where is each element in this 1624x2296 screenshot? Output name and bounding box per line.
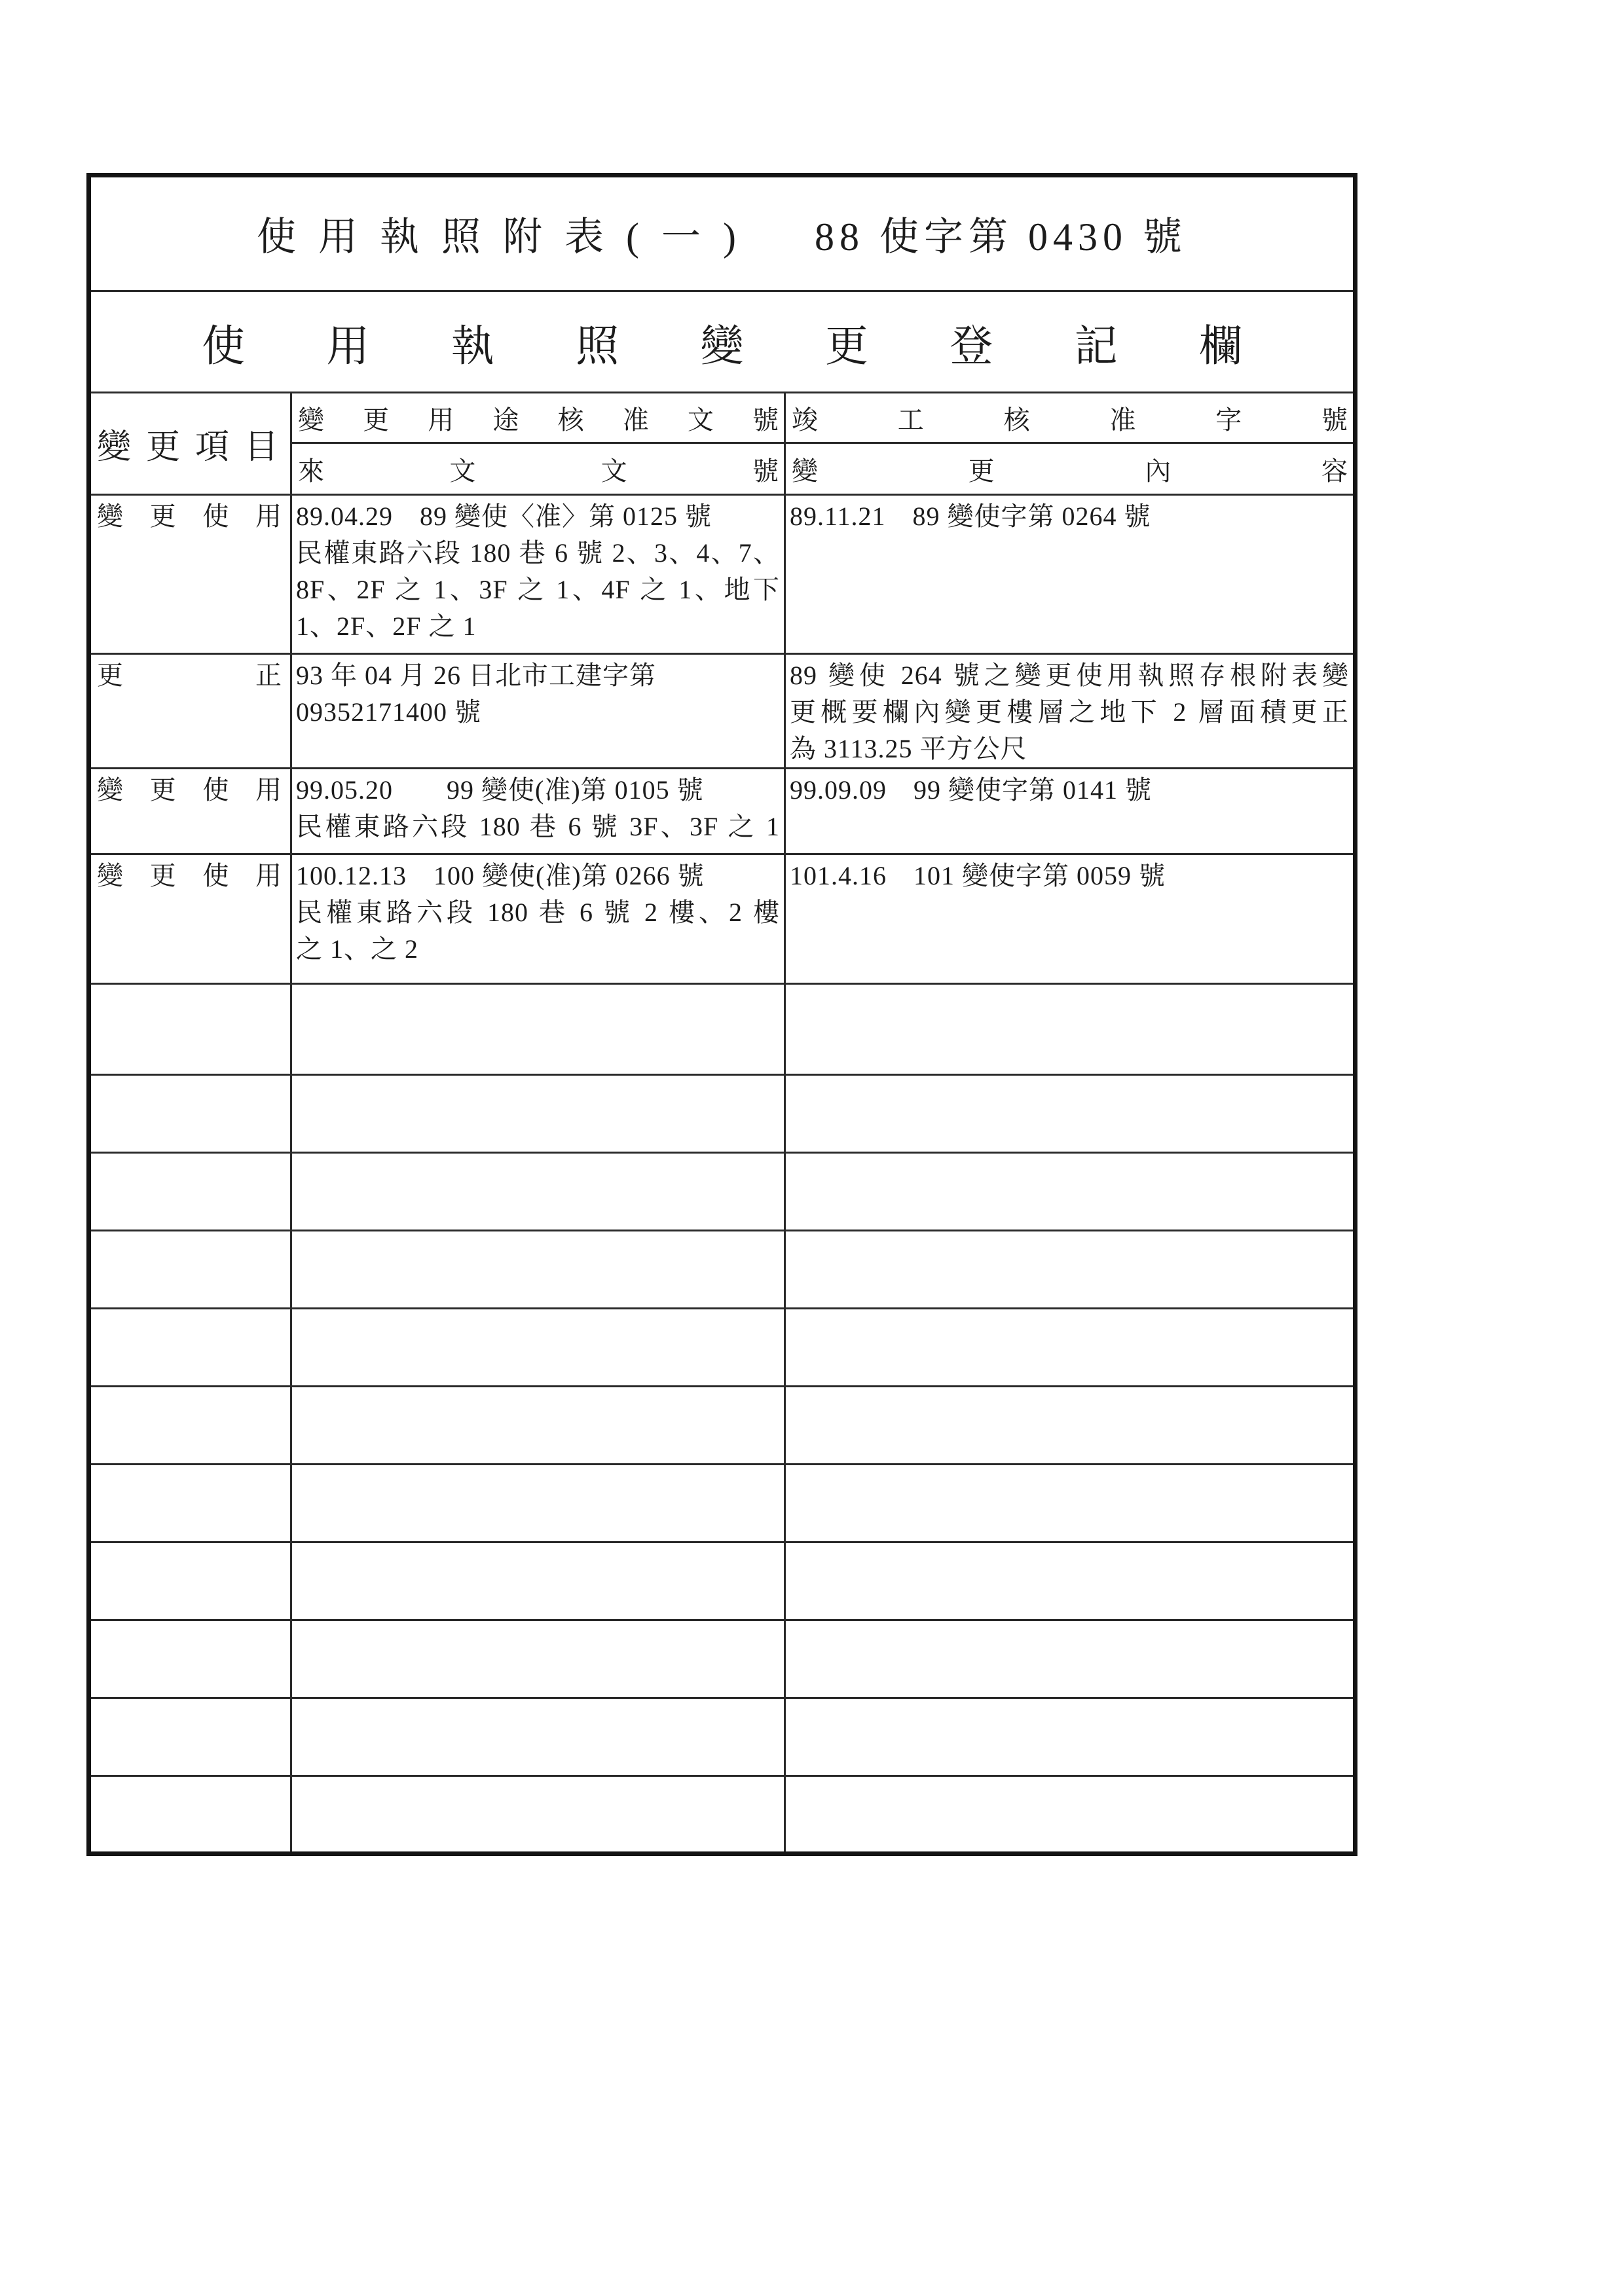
blank-row [89, 1465, 1356, 1542]
blank-row [89, 1776, 1356, 1854]
distributed-char: 更 [824, 322, 868, 371]
blank-cell [291, 1542, 785, 1620]
completion-line: 101.4.16 101 變使字第 0059 號 [790, 861, 1166, 890]
distributed-char: 更 [149, 501, 177, 531]
blank-cell [89, 1231, 291, 1309]
record-row [89, 654, 1356, 769]
blank-cell [785, 1387, 1356, 1465]
approval-cell [291, 854, 785, 984]
form-name: 使用執照附表(一) [257, 215, 758, 259]
blank-cell [785, 1620, 1356, 1698]
license-change-register-table [86, 173, 1357, 1856]
approval-line: 93 年 04 月 26 日北市工建字第 [296, 661, 656, 690]
distributed-char: 目 [244, 429, 278, 466]
blank-cell [89, 1620, 291, 1698]
distributed-char: 用 [428, 405, 454, 435]
blank-cell [785, 1465, 1356, 1542]
blank-cell [89, 1776, 291, 1854]
distributed-char: 准 [1109, 405, 1136, 435]
blank-row [89, 1542, 1356, 1620]
header-change-content [792, 450, 1348, 488]
distributed-char: 准 [622, 405, 649, 435]
approval-line: 100.12.13 100 變使(准)第 0266 號 [296, 861, 705, 890]
header-content-cell [785, 443, 1356, 495]
header-incoming-cell [291, 443, 785, 495]
blank-cell [291, 1776, 785, 1854]
blank-row [89, 1231, 1356, 1309]
distributed-char: 號 [752, 405, 779, 435]
distributed-char: 使 [202, 861, 230, 890]
completion-line: 89.11.21 89 變使字第 0264 號 [790, 501, 1151, 531]
header-approval-cell [291, 393, 785, 443]
distributed-char: 變 [792, 456, 818, 486]
blank-cell [89, 1465, 291, 1542]
distributed-char: 登 [950, 322, 993, 371]
change-item [97, 657, 282, 694]
completion-cell [785, 769, 1356, 854]
distributed-char: 記 [1074, 322, 1118, 371]
distributed-char: 竣 [792, 405, 818, 435]
distributed-char: 欄 [1199, 322, 1242, 371]
blank-cell [291, 1309, 785, 1387]
blank-cell [89, 1698, 291, 1776]
blank-row [89, 1075, 1356, 1153]
distributed-char: 來 [298, 456, 324, 486]
blank-cell [785, 984, 1356, 1075]
distributed-char: 更 [968, 456, 995, 486]
completion-cell [785, 654, 1356, 769]
distributed-char: 項 [194, 429, 229, 466]
header-item-cell [89, 393, 291, 495]
approval-line: 1、2F、2F 之 1 [296, 611, 477, 641]
distributed-char: 用 [255, 501, 282, 531]
section-title-cell [89, 291, 1356, 393]
record-row [89, 854, 1356, 984]
distributed-char: 變 [298, 405, 324, 435]
distributed-char: 變 [97, 861, 124, 890]
completion-cell [785, 854, 1356, 984]
blank-cell [291, 1075, 785, 1153]
distributed-char: 用 [255, 861, 282, 890]
approval-cell [291, 654, 785, 769]
change-item-cell [89, 854, 291, 984]
blank-cell [785, 1153, 1356, 1231]
distributed-char: 容 [1321, 456, 1348, 486]
title-cell [89, 175, 1356, 291]
title-row [89, 175, 1356, 291]
record-row [89, 769, 1356, 854]
record-row [89, 495, 1356, 654]
blank-row [89, 1698, 1356, 1776]
distributed-char: 更 [149, 775, 177, 805]
completion-line: 更概要欄內變更樓層之地下 2 層面積更正 [790, 697, 1350, 727]
distributed-char: 字 [1215, 405, 1242, 435]
approval-line: 09352171400 號 [296, 697, 481, 727]
completion-line: 為 3113.25 平方公尺 [790, 734, 1027, 763]
blank-cell [89, 1153, 291, 1231]
distributed-char: 變 [700, 322, 744, 371]
blank-cell [291, 1387, 785, 1465]
blank-cell [291, 1465, 785, 1542]
approval-cell [291, 495, 785, 654]
blank-cell [785, 1698, 1356, 1776]
distributed-char: 執 [451, 322, 494, 371]
change-item-cell [89, 495, 291, 654]
blank-cell [291, 984, 785, 1075]
change-item [97, 772, 282, 809]
blank-cell [291, 1698, 785, 1776]
distributed-char: 號 [1321, 405, 1348, 435]
distributed-char: 變 [97, 429, 132, 466]
distributed-char: 內 [1145, 456, 1172, 486]
approval-line: 民權東路六段 180 巷 6 號 3F、3F 之 1 [296, 812, 780, 841]
blank-cell [291, 1620, 785, 1698]
distributed-char: 使 [202, 775, 230, 805]
change-item [97, 498, 282, 535]
blank-cell [89, 1387, 291, 1465]
distributed-char: 號 [752, 456, 779, 486]
distributed-char: 正 [255, 661, 282, 690]
blank-row [89, 1387, 1356, 1465]
header-completion-cell [785, 393, 1356, 443]
blank-cell [291, 1231, 785, 1309]
blank-cell [89, 1309, 291, 1387]
blank-cell [89, 984, 291, 1075]
distributed-char: 核 [1003, 405, 1030, 435]
distributed-char: 更 [145, 429, 180, 466]
blank-cell [89, 1542, 291, 1620]
header-row-top [89, 393, 1356, 443]
header-item [97, 419, 278, 468]
blank-cell [785, 1075, 1356, 1153]
distributed-char: 變 [97, 501, 124, 531]
change-item-cell [89, 769, 291, 854]
approval-line: 之 1、之 2 [296, 934, 418, 964]
approval-line: 89.04.29 89 變使〈准〉第 0125 號 [296, 501, 712, 531]
approval-line: 99.05.20 99 變使(准)第 0105 號 [296, 775, 704, 805]
distributed-char: 工 [897, 405, 924, 435]
blank-cell [89, 1075, 291, 1153]
distributed-char: 更 [363, 405, 390, 435]
header-completion-no [792, 399, 1348, 437]
blank-row [89, 1620, 1356, 1698]
license-number: 88 使字第 0430 號 [814, 215, 1187, 259]
distributed-char: 照 [576, 322, 619, 371]
section-title-row [89, 291, 1356, 393]
distributed-char: 使 [202, 501, 230, 531]
header-approval-no [298, 399, 779, 437]
blank-row [89, 984, 1356, 1075]
distributed-char: 文 [600, 456, 627, 486]
section-title [202, 311, 1242, 373]
blank-cell [785, 1542, 1356, 1620]
distributed-char: 途 [492, 405, 519, 435]
approval-cell [291, 769, 785, 854]
blank-cell [785, 1776, 1356, 1854]
distributed-char: 變 [97, 775, 124, 805]
blank-cell [291, 1153, 785, 1231]
distributed-char: 核 [557, 405, 584, 435]
blank-cell [785, 1231, 1356, 1309]
change-item [97, 858, 282, 894]
distributed-char: 用 [255, 775, 282, 805]
approval-line: 8F、2F 之 1、3F 之 1、4F 之 1、地下 [296, 575, 780, 604]
distributed-char: 使 [202, 322, 245, 371]
distributed-char: 更 [97, 661, 124, 690]
completion-cell [785, 495, 1356, 654]
approval-line: 民權東路六段 180 巷 6 號 2 樓、2 樓 [296, 898, 780, 927]
completion-line: 89 變使 264 號之變更使用執照存根附表變 [790, 661, 1350, 690]
distributed-char: 文 [449, 456, 476, 486]
completion-line: 99.09.09 99 變使字第 0141 號 [790, 775, 1152, 805]
header-incoming-no [298, 450, 779, 488]
distributed-char: 更 [149, 861, 177, 890]
blank-cell [785, 1309, 1356, 1387]
distributed-char: 用 [326, 322, 370, 371]
blank-row [89, 1309, 1356, 1387]
blank-row [89, 1153, 1356, 1231]
change-item-cell [89, 654, 291, 769]
distributed-char: 文 [687, 405, 714, 435]
approval-line: 民權東路六段 180 巷 6 號 2、3、4、7、 [296, 538, 780, 568]
